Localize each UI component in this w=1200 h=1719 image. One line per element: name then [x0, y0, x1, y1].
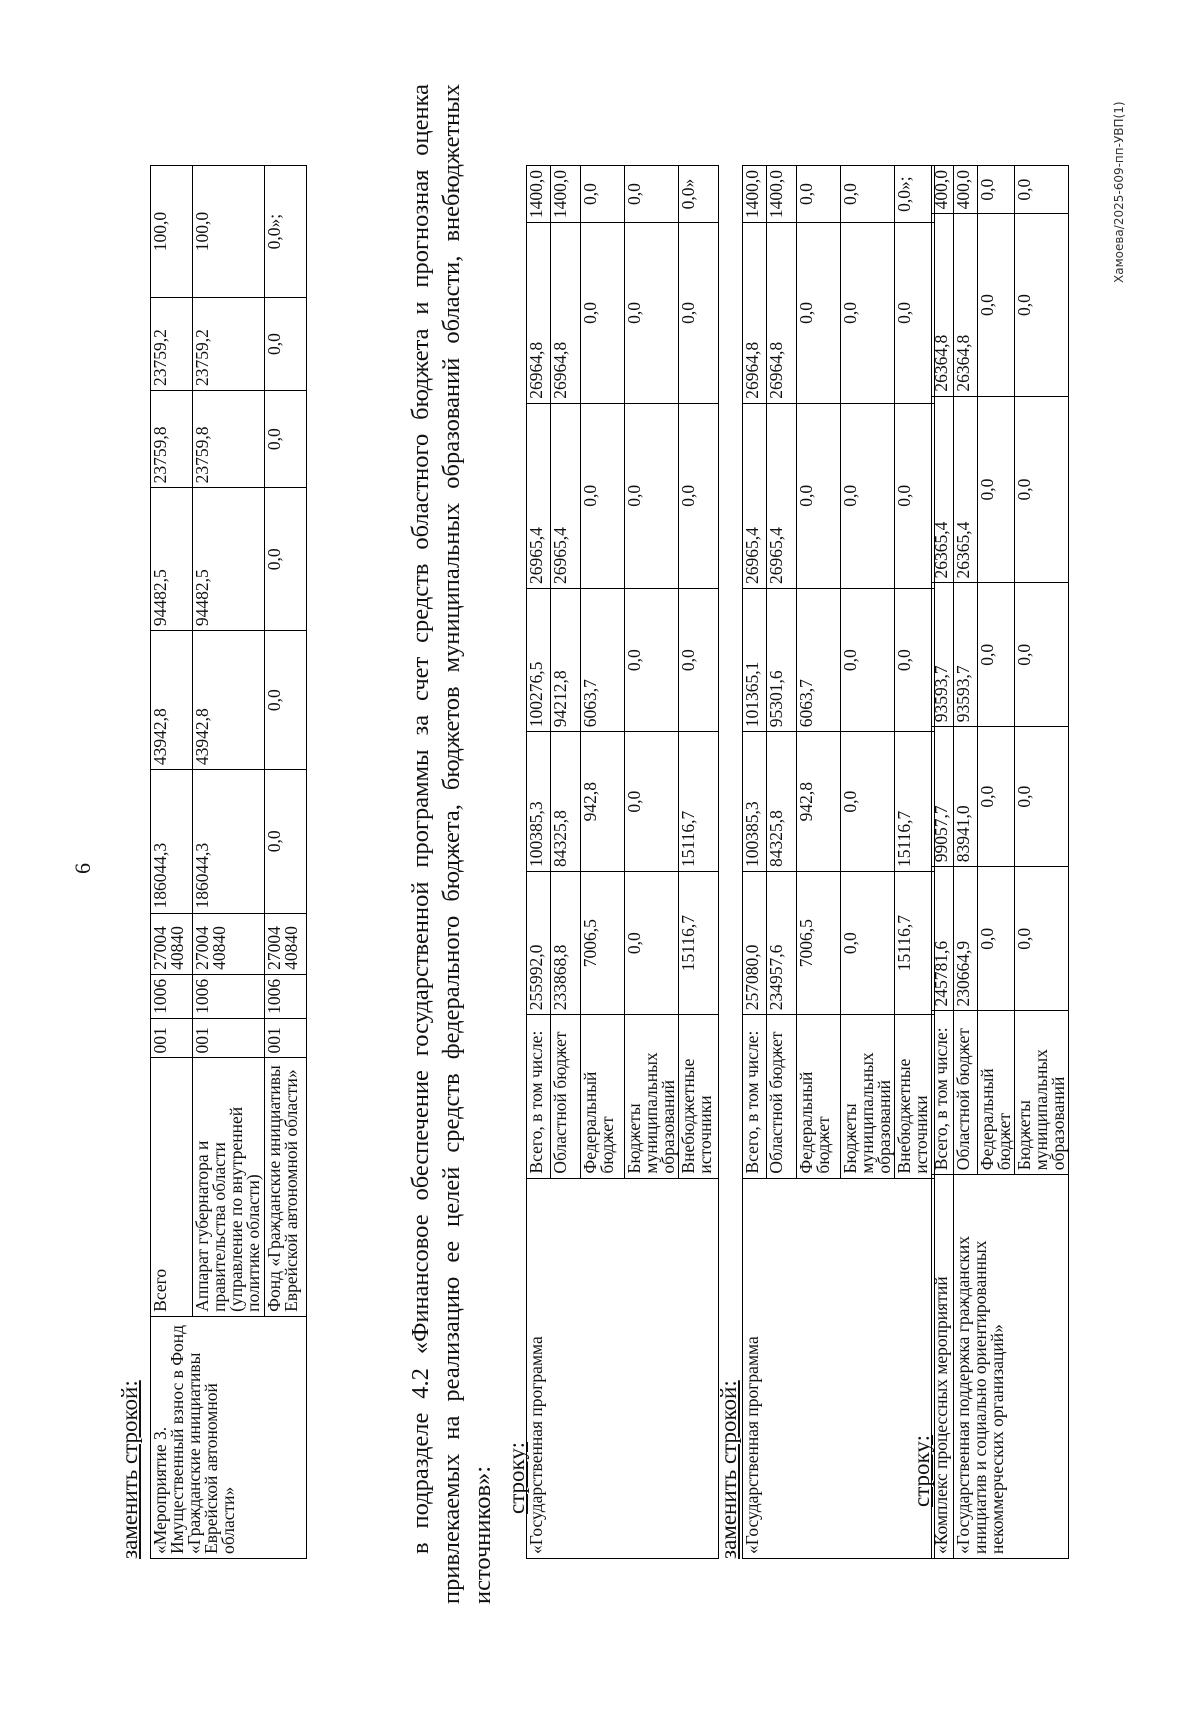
- table-cell: 6063,7: [581, 588, 625, 731]
- table-cell: Областной бюджет: [954, 1011, 978, 1175]
- table-cell: 0,0: [265, 298, 307, 391]
- table-cell: 94212,8: [551, 588, 581, 731]
- table-cell: 101365,1: [743, 588, 767, 731]
- table-cell: Федеральный бюджет: [581, 1015, 625, 1178]
- table-cell: «Мероприятие 3. Имущественный взнос в Фонд «Гражданские инициативы Еврейской автономной области»: [151, 1316, 307, 1558]
- table-cell: 0,0: [841, 871, 895, 1014]
- table-cell: 0,0: [895, 588, 935, 731]
- table-cell: 001: [265, 1018, 307, 1058]
- table-cell: 257080,0: [743, 871, 767, 1014]
- table-cell: 245781,6: [932, 867, 954, 1011]
- line-label-1: строку:: [504, 1442, 529, 1514]
- table-cell: 1006: [265, 974, 307, 1018]
- table-cell: 0,0: [841, 403, 895, 588]
- table-cell: 15116,7: [895, 871, 935, 1014]
- table-cell: 0,0: [265, 391, 307, 488]
- table-cell: 0,0: [1015, 727, 1069, 867]
- table-cell: 0,0: [265, 631, 307, 770]
- table-cell: 26364,8: [932, 214, 954, 396]
- table-cell: 94482,5: [151, 488, 193, 631]
- table-cell: 0,0: [841, 223, 895, 404]
- table-cell: 255992,0: [527, 871, 551, 1014]
- table-cell: 0,0: [581, 403, 625, 588]
- table-cell: 83941,0: [954, 727, 978, 867]
- table-cell: 230664,9: [954, 867, 978, 1011]
- table-program-old: [526, 165, 719, 1559]
- table-cell: 0,0: [1015, 214, 1069, 396]
- table-cell: 233868,8: [551, 871, 581, 1014]
- table-cell: 26965,4: [527, 403, 551, 588]
- table-cell: 26964,8: [527, 223, 551, 404]
- table-cell: 0,0: [978, 583, 1015, 727]
- table-row: [527, 166, 551, 1559]
- table-cell: 0,0»;: [265, 166, 307, 298]
- table-cell: 0,0»;: [895, 166, 935, 223]
- table-cell: 7006,5: [581, 871, 625, 1014]
- table-cell: 26365,4: [954, 396, 978, 583]
- table-cell: Федеральный бюджет: [978, 1011, 1015, 1175]
- table-cell: 400,0: [932, 166, 954, 214]
- table-cell: 100276,5: [527, 588, 551, 731]
- table-cell: 94482,5: [193, 488, 265, 631]
- table-cell: 15116,7: [679, 732, 719, 872]
- table-cell: 23759,2: [151, 298, 193, 391]
- table-cell: 0,0: [841, 732, 895, 872]
- replace-label-1: заменить строкой:: [117, 1380, 142, 1559]
- table-cell: 26965,4: [743, 403, 767, 588]
- table-cell: 0,0: [679, 223, 719, 404]
- section-paragraph: [405, 84, 498, 1604]
- table-program-new: [742, 165, 935, 1559]
- table-cell: 26364,8: [954, 214, 978, 396]
- table-cell: 26365,4: [932, 396, 954, 583]
- table-cell: Всего: [151, 1058, 193, 1316]
- table-cell: 26964,8: [551, 223, 581, 404]
- table-cell: Аппарат губернатора и правительства области (управление по внутренней политике области): [193, 1058, 265, 1316]
- table-cell: 27004 40840: [151, 913, 193, 974]
- table-cell: 0,0: [1015, 166, 1069, 214]
- table-cell: 15116,7: [679, 871, 719, 1014]
- table-process-complex: [931, 165, 1069, 1559]
- table-row: [932, 166, 954, 1559]
- table-cell: 0,0: [625, 588, 679, 731]
- table-cell: Бюджеты муниципальных образований: [841, 1015, 895, 1178]
- table-cell: 0,0: [797, 403, 841, 588]
- table-row: [954, 166, 978, 1559]
- table-cell: Бюджеты муниципальных образований: [625, 1015, 679, 1178]
- table-cell: Всего, в том числе:: [527, 1015, 551, 1178]
- table-cell: 0,0: [625, 166, 679, 223]
- table-cell: 26965,4: [767, 403, 797, 588]
- table-cell: Фонд «Гражданские инициативы Еврейской автономной области»: [265, 1058, 307, 1316]
- table-cell: 0,0: [797, 223, 841, 404]
- table-cell: 001: [151, 1018, 193, 1058]
- table-cell: Внебюджетные источники: [895, 1015, 935, 1178]
- table-cell: 99057,7: [932, 727, 954, 867]
- table-cell: 26965,4: [551, 403, 581, 588]
- table-cell: Федеральный бюджет: [797, 1015, 841, 1178]
- table-cell: Бюджеты муниципальных образований: [1015, 1011, 1069, 1175]
- table-cell: 100,0: [193, 166, 265, 298]
- table-cell: 0,0: [978, 867, 1015, 1011]
- table-row: [151, 166, 193, 1559]
- table-cell: 234957,6: [767, 871, 797, 1014]
- table-cell: 0,0: [1015, 583, 1069, 727]
- table-cell: 0,0: [625, 223, 679, 404]
- table-cell: 0,0: [1015, 396, 1069, 583]
- table-cell: 1006: [151, 974, 193, 1018]
- table-cell: 0,0: [625, 871, 679, 1014]
- table-cell: 0,0: [978, 214, 1015, 396]
- table-cell: 0,0: [679, 403, 719, 588]
- document-footer-code: Хамоева/2025-609-пп-УВП(1): [1112, 101, 1126, 283]
- table-row: [743, 166, 767, 1559]
- table-cell: 100385,3: [527, 732, 551, 872]
- table-cell: 1400,0: [527, 166, 551, 223]
- table-cell: 27004 40840: [265, 913, 307, 974]
- table-cell: «Государственная поддержка гражданских инициатив и социально ориентированных некоммерческих организаций»: [954, 1175, 1069, 1559]
- table-cell: 400,0: [954, 166, 978, 214]
- table-event-3: [150, 165, 307, 1559]
- table-cell: 0,0: [265, 488, 307, 631]
- table-cell: 0,0: [625, 403, 679, 588]
- table-cell: Областной бюджет: [551, 1015, 581, 1178]
- table-cell: 1006: [193, 974, 265, 1018]
- line-label-2: строку:: [909, 1435, 934, 1507]
- table-cell: 1400,0: [767, 166, 797, 223]
- table-cell: 43942,8: [151, 631, 193, 770]
- table-cell: 0,0: [581, 223, 625, 404]
- table-cell: 0,0: [265, 770, 307, 913]
- table-cell: Всего, в том числе:: [932, 1011, 954, 1175]
- table-cell: 23759,8: [193, 391, 265, 488]
- table-cell: 23759,8: [151, 391, 193, 488]
- replace-label-2: заменить строкой:: [716, 1380, 741, 1559]
- table-cell: 93593,7: [954, 583, 978, 727]
- table-cell: 0,0»: [679, 166, 719, 223]
- table-cell: Всего, в том числе:: [743, 1015, 767, 1178]
- table-cell: 0,0: [1015, 867, 1069, 1011]
- page-number: 6: [70, 863, 95, 874]
- table-cell: Внебюджетные источники: [679, 1015, 719, 1178]
- table-cell: 942,8: [797, 732, 841, 872]
- table-cell: 6063,7: [797, 588, 841, 731]
- table-cell: 0,0: [978, 727, 1015, 867]
- table-cell: 0,0: [797, 166, 841, 223]
- table-cell: 1400,0: [743, 166, 767, 223]
- table-cell: 100,0: [151, 166, 193, 298]
- table-cell: 43942,8: [193, 631, 265, 770]
- table-cell: 0,0: [581, 166, 625, 223]
- table-cell: 186044,3: [193, 770, 265, 913]
- table-cell: Областной бюджет: [767, 1015, 797, 1178]
- table-cell: 0,0: [679, 588, 719, 731]
- table-cell: 7006,5: [797, 871, 841, 1014]
- table-cell: «Государственная программа: [743, 1178, 935, 1558]
- table-cell: 0,0: [625, 732, 679, 872]
- table-cell: «Комплекс процессных мероприятий: [932, 1175, 954, 1559]
- table-cell: 0,0: [978, 166, 1015, 214]
- table-cell: 001: [193, 1018, 265, 1058]
- table-cell: 93593,7: [932, 583, 954, 727]
- table-cell: 23759,2: [193, 298, 265, 391]
- table-cell: 0,0: [841, 166, 895, 223]
- table-cell: 942,8: [581, 732, 625, 872]
- table-cell: 0,0: [841, 588, 895, 731]
- table-cell: 0,0: [978, 396, 1015, 583]
- table-cell: 1400,0: [551, 166, 581, 223]
- table-cell: 84325,8: [551, 732, 581, 872]
- table-cell: 95301,6: [767, 588, 797, 731]
- table-cell: 84325,8: [767, 732, 797, 872]
- table-cell: 15116,7: [895, 732, 935, 872]
- table-cell: «Государственная программа: [527, 1178, 719, 1558]
- table-cell: 0,0: [895, 223, 935, 404]
- table-cell: 26964,8: [767, 223, 797, 404]
- table-cell: 26964,8: [743, 223, 767, 404]
- table-cell: 27004 40840: [193, 913, 265, 974]
- table-cell: 0,0: [895, 403, 935, 588]
- table-cell: 100385,3: [743, 732, 767, 872]
- paragraph-text: в подразделе 4.2 «Финансовое обеспечение государственной программы за счет средств областного бюджета и прогнозная оценка привлекаемых на реализацию ее целей средств федерального бюджета, бюджетов муниципальных образований области, внебюджетных источников»:: [407, 84, 496, 1604]
- table-cell: 186044,3: [151, 770, 193, 913]
